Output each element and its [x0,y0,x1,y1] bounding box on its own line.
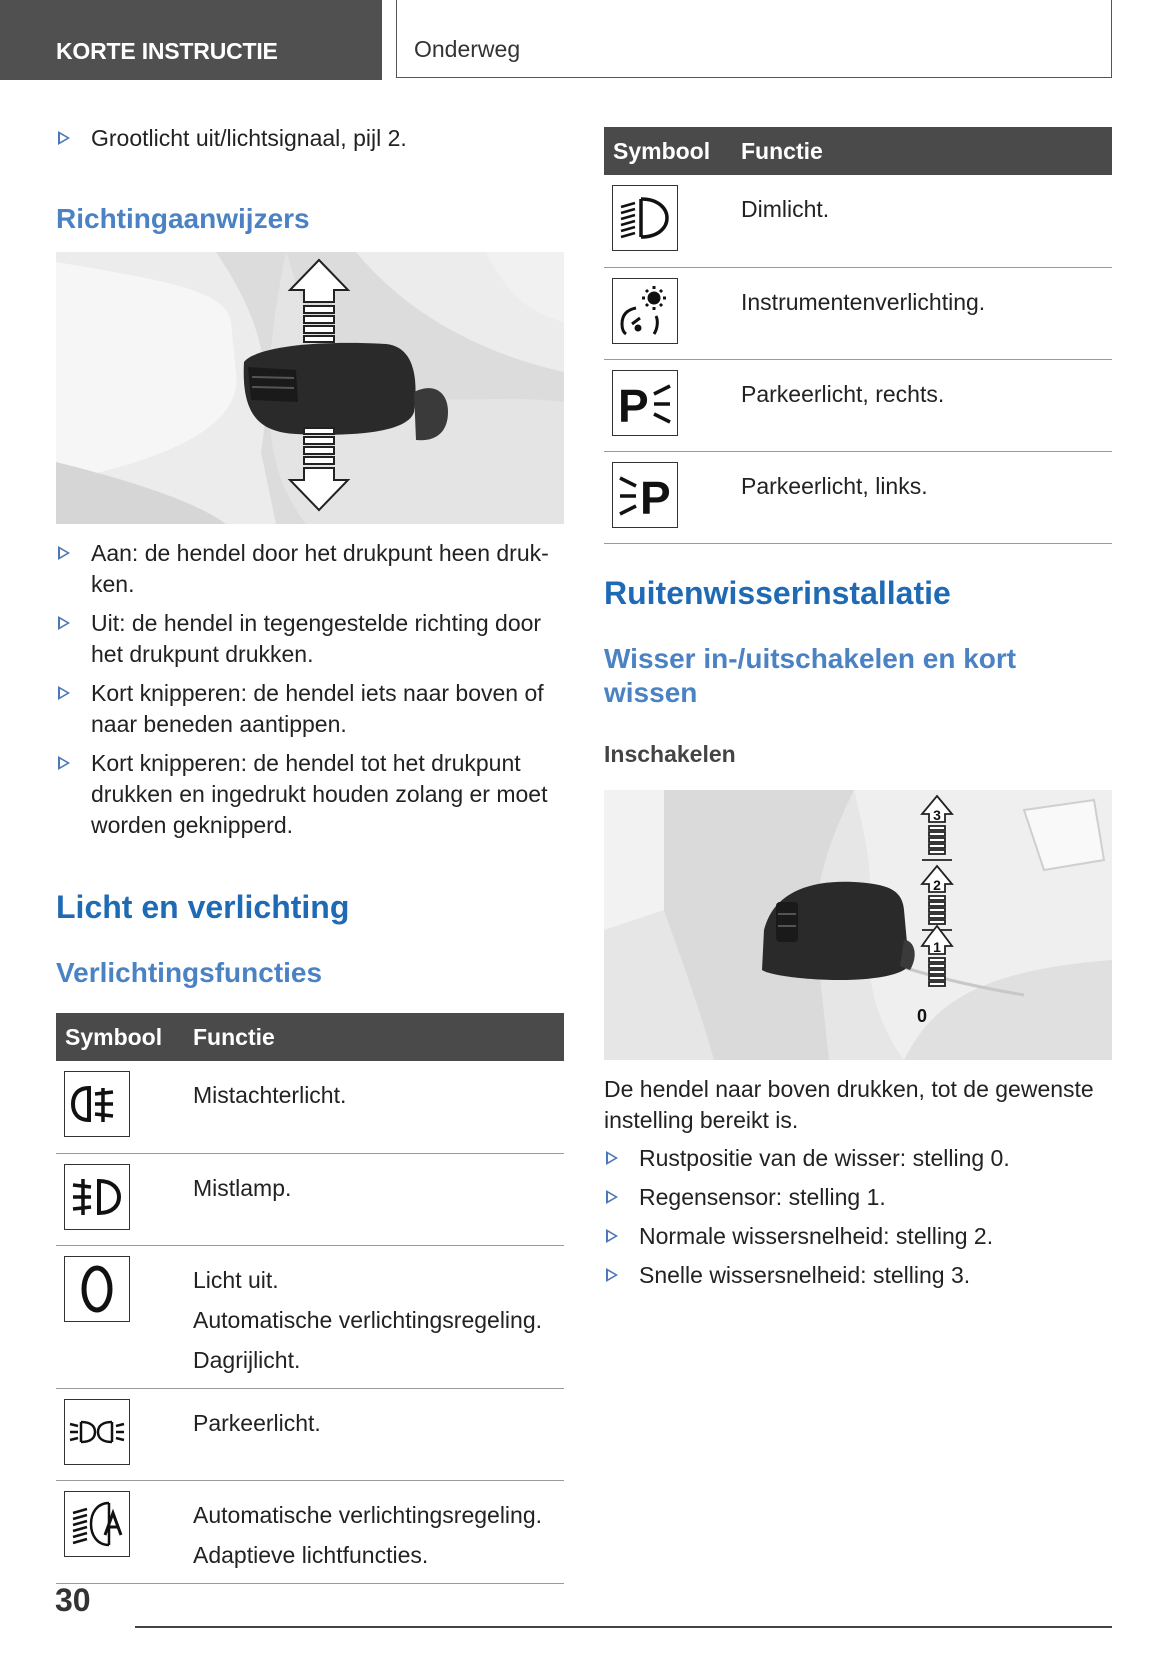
position-label: 1 [933,939,941,955]
bullet-triangle-icon [606,1229,618,1243]
table-row [604,175,1112,267]
position-label: 3 [933,807,941,823]
bullet-triangle-icon [58,546,70,560]
table-row [56,1245,564,1388]
table-row [604,359,1112,451]
fog-lamp-icon [64,1164,130,1230]
table-row [56,1061,564,1153]
table-header-row [604,127,1112,175]
bullet-item: Aan: de hendel door het drukpunt heen druk-ken. [56,538,564,600]
parking-light-right-icon [612,370,678,436]
auto-light-icon [64,1491,130,1557]
table-row [56,1480,564,1583]
chapter-title: Onderweg [414,36,521,62]
rear-fog-light-icon [64,1071,130,1137]
table-row [604,451,1112,543]
svg-text:P: P [640,471,671,520]
wiper-lever-illustration [604,790,1112,1060]
svg-text:P: P [618,379,649,428]
page-number: 30 [55,1582,91,1618]
bullet-triangle-icon [58,686,70,700]
function-cell: Licht uit. Automatische verlichtingsregeling. Dagrijlicht. [181,1245,564,1388]
position-label: 2 [933,877,941,893]
zero-icon [64,1256,130,1322]
table-header-row [56,1013,564,1061]
footer-rule [135,1626,1112,1628]
bullet-item: Rustpositie van de wisser: stelling 0. [604,1143,1112,1174]
section-title: KORTE INSTRUCTIE [56,38,278,64]
function-cell: Automatische verlichtingsregeling. Adaptieve lichtfuncties. [181,1480,564,1583]
lighting-heading: Licht en verlichting [56,889,350,925]
function-cell: Parkeerlicht. [181,1388,564,1480]
wipers-heading: Ruitenwisserinstallatie [604,575,951,611]
position-label: 0 [916,1006,928,1026]
bullet-triangle-icon [58,616,70,630]
function-cell: Mistlamp. [181,1153,564,1245]
column-header-symbol: Symbool [604,127,729,175]
bullet-item: Uit: de hendel in tegengestelde richting door het drukpunt drukken. [56,608,564,670]
intro-bullet-list [56,123,564,154]
switch-on-subheading: Inschakelen [604,741,736,767]
bullet-triangle-icon [58,131,70,145]
function-cell: Parkeerlicht, links. [729,451,1112,543]
bullet-triangle-icon [606,1190,618,1204]
lighting-functions-heading: Verlichtingsfuncties [56,957,323,988]
table-row [604,267,1112,359]
wiper-bullets [604,1143,1112,1291]
parking-lights-icon [64,1399,130,1465]
function-cell: Instrumentenverlichting. [729,267,1112,359]
bullet-item: Kort knipperen: de hendel tot het drukpunt drukken en ingedrukt houden zolang er moet worden geknipperd. [56,748,564,841]
parking-light-left-icon [612,462,678,528]
bullet-item: Normale wissersnelheid: stelling 2. [604,1221,1112,1252]
bullet-triangle-icon [606,1268,618,1282]
wiper-switch-heading: Wisser in-/uitschakelen en kort wissen [604,643,1017,708]
function-cell: Parkeerlicht, rechts. [729,359,1112,451]
headlight-symbol-table [604,127,1112,544]
function-cell: Dimlicht. [729,175,1112,267]
turn-signal-bullets [56,538,564,841]
table-row [56,1153,564,1245]
wiper-intro-text: De hendel naar boven drukken, tot de gewenste instelling bereikt is. [604,1076,1094,1133]
bullet-triangle-icon [58,756,70,770]
table-row [56,1388,564,1480]
turn-signals-heading: Richtingaanwijzers [56,203,310,234]
low-beam-icon [612,185,678,251]
bullet-item: Snelle wissersnelheid: stelling 3. [604,1260,1112,1291]
instrument-lighting-icon [612,278,678,344]
function-cell: Mistachterlicht. [181,1061,564,1153]
column-header-function: Functie [729,127,1112,175]
section-tab [0,0,382,80]
column-header-symbol: Symbool [56,1013,181,1061]
bullet-item: Regensensor: stelling 1. [604,1182,1112,1213]
bullet-triangle-icon [606,1151,618,1165]
bullet-item: Grootlicht uit/lichtsignaal, pijl 2. [56,123,564,154]
turn-signal-lever-illustration [56,252,564,524]
lighting-symbol-table [56,1013,564,1584]
bullet-item: Kort knipperen: de hendel iets naar boven of naar beneden aantippen. [56,678,564,740]
chapter-tab [396,0,1112,78]
column-header-function: Functie [181,1013,564,1061]
